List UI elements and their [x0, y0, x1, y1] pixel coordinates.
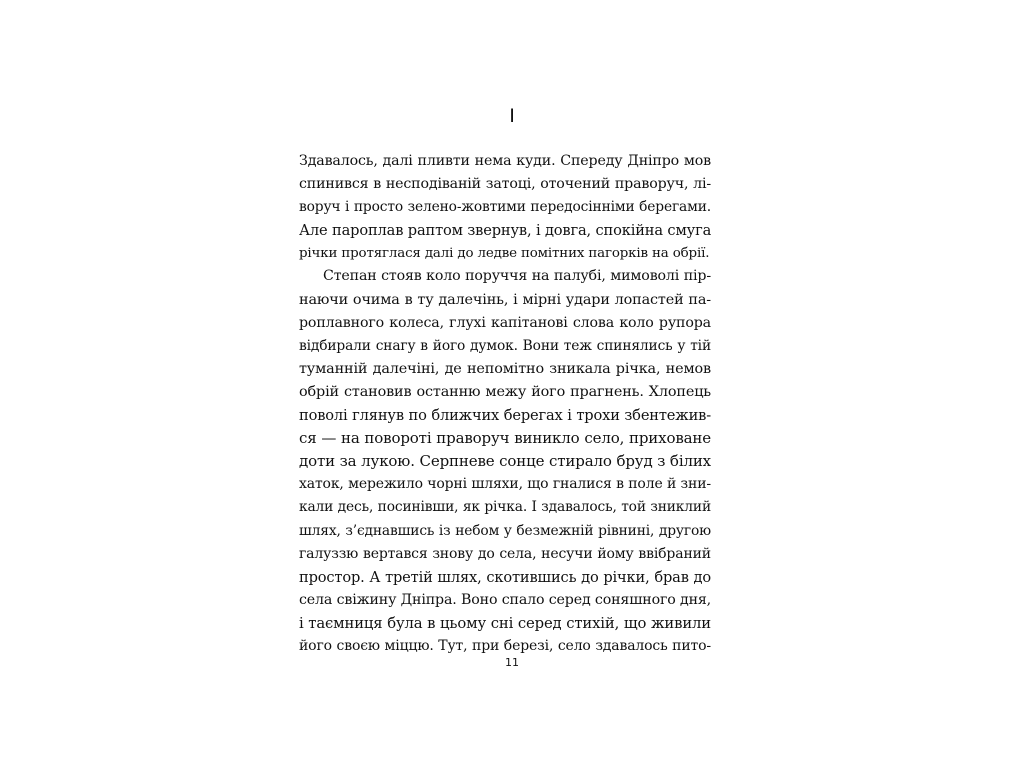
text-line: поволі глянув по ближчих берегах і трохи збентежив-: [299, 407, 711, 425]
text-line: шлях, з’єднавшись із небом у безмежній рівнині, другою: [299, 522, 711, 539]
text-line: воруч і просто зелено-жовтими передосінніми берегами.: [299, 199, 711, 216]
text-line: хаток, мережило чорні шляхи, що гналися в поле й зни-: [299, 476, 711, 493]
text-line: доти за лукою. Серпневе сонце стирало бруд з білих: [299, 452, 711, 471]
text-line: роплавного колеса, глухі капітанові слова коло рупора: [299, 314, 711, 331]
chapter-heading: I: [509, 105, 515, 127]
text-line: туманній далечіні, де непомітно зникала річка, немов: [299, 360, 711, 377]
text-line: простор. А третій шлях, скотившись до річки, брав до: [299, 568, 711, 586]
text-line: і таємниця була в цьому сні серед стихій, що живили: [299, 614, 711, 632]
text-line: Здавалось, далі пливти нема куди. Спереду Дніпро мов: [299, 153, 711, 169]
text-line: ся — на повороті праворуч виникло село, приховане: [299, 429, 711, 448]
text-line: села свіжину Дніпра. Воно спало серед соняшного дня,: [299, 591, 712, 608]
text-line: Але пароплав раптом звернув, і довга, спокійна смуга: [299, 222, 712, 240]
text-line: Степан стояв коло поруччя на палубі, мимоволі пір-: [323, 268, 711, 285]
text-line: його своєю міццю. Тут, при березі, село здавалось пито-: [299, 637, 711, 654]
text-line: відбирали снагу в його думок. Вони теж спинялись у тій: [299, 337, 711, 354]
page-number: 11: [505, 656, 519, 669]
body-text: [299, 150, 711, 658]
text-line: спинився в несподіваній затоці, оточений праворуч, лі-: [299, 176, 711, 193]
text-line: річки протяглася далі до ледве помітних пагорків на обрії.: [299, 246, 710, 262]
text-line: кали десь, посинівши, як річка. І здавалось, той зниклий: [299, 499, 711, 516]
text-line: галуззю вертався знову до села, несучи йому ввібраний: [299, 545, 711, 562]
text-line: наючи очима в ту далечінь, і мірні удари лопастей па-: [299, 291, 711, 308]
text-line: обрій становив останню межу його прагнень. Хлопець: [299, 383, 711, 400]
